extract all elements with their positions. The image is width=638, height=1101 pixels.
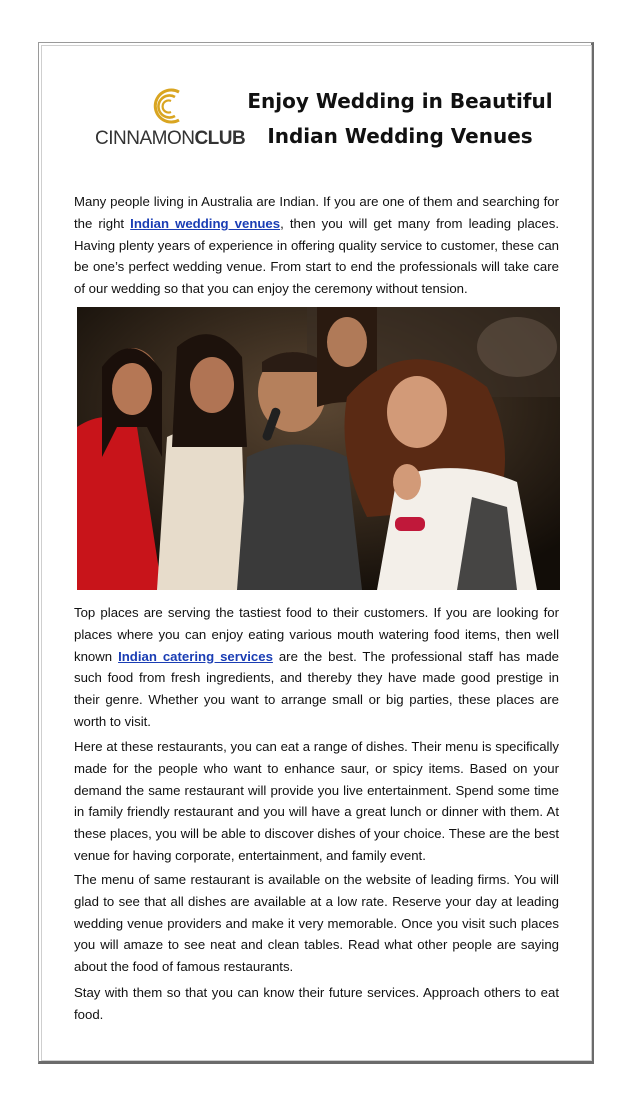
p2-after: are the best. The professional staff has made such food from fresh ingredients, and thereby they have made good prestige in their genre. Whether you want to arrange small or big parties, these places are worth to visit. [74,648,559,729]
indian-wedding-venues-link[interactable]: Indian wedding venues [130,215,281,231]
menu-paragraph: The menu of same restaurant is available on the website of leading firms. You will glad to see that all dishes are available at a low rate. Reserve your day at leading wedding venue providers and make it very memorable. Once you visit such places you will amaze to see neat and clean tables. Read what other people are saying about the food of famous restaurants. [74,872,559,975]
restaurants-paragraph: Here at these restaurants, you can eat a range of dishes. Their menu is specifically made for the people who want to enhance saur, or spicy items. Based on your demand the same restaurant will provide you live entertainment. Spend some time in family friendly restaurant and you will have a great lunch or dinner with them. At these places, you will be able to discover dishes of your choice. These are the best venue for having corporate, entertainment, and family event. [74,739,559,863]
title-line-1: Enjoy Wedding in Beautiful [247,89,553,113]
intro-paragraph [74,191,559,300]
cinnamon-club-logo [95,86,246,156]
title-line-2: Indian Wedding Venues [267,124,533,148]
page-title [235,84,565,154]
party-photo [77,307,560,590]
logo-text-bold: CLUB [194,128,246,149]
logo-text [95,128,245,150]
closing-paragraph: Stay with them so that you can know their future services. Approach others to eat food. [74,985,559,1022]
catering-paragraph [74,602,559,733]
p1-after: , then you will get many from leading places. Having plenty years of experience in offering quality service to customer, these can be one’s perfect wedding venue. From start to end the professionals will take care of our wedding so that you can enjoy the ceremony without tension. [74,215,559,297]
logo-text-regular: CINNAMON [95,128,195,149]
logo-swirl-icon [145,86,185,128]
indian-catering-services-link[interactable]: Indian catering services [118,648,273,664]
p2-before: Top places are serving the tastiest food to their customers. If you are looking for places where you can enjoy eating various mouth watering food items, then well known [74,605,559,664]
p1-before: Many people living in Australia are Indian. If you are one of them and searching for the right [74,194,559,231]
